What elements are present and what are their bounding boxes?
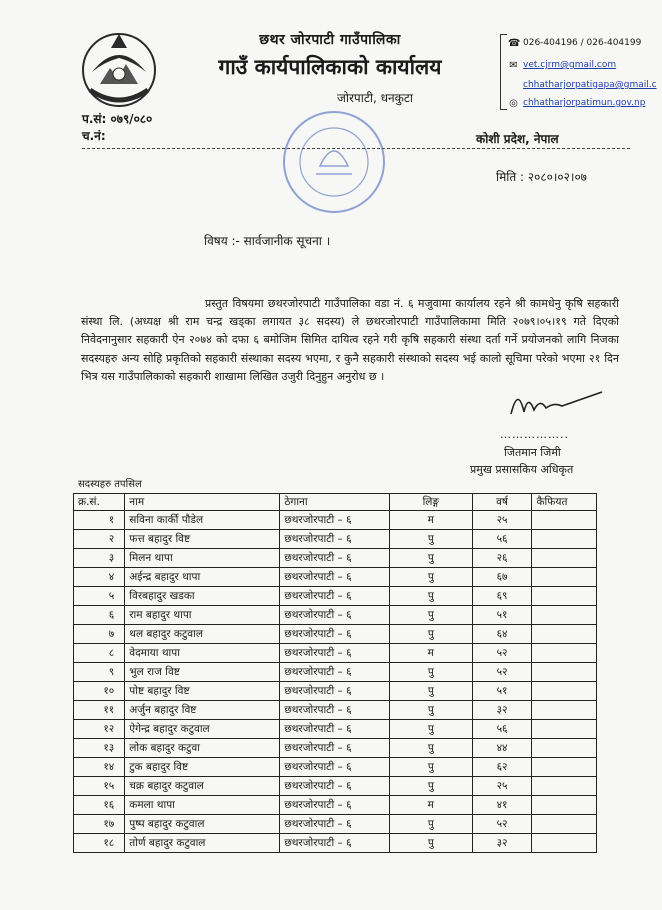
contact-bracket: [500, 34, 507, 110]
cell-name: राम बहादुर थापा: [125, 606, 280, 625]
cell-remarks: [532, 720, 597, 739]
header-divider: [82, 148, 630, 149]
cell-sn: ३: [74, 549, 125, 568]
cell-address: छथरजोरपाटी – ६: [280, 663, 390, 682]
cell-gender: पु: [390, 739, 473, 758]
cell-remarks: [532, 796, 597, 815]
cell-name: ऐगेन्द्र बहादुर कटुवाल: [125, 720, 280, 739]
cell-address: छथरजोरपाटी – ६: [280, 625, 390, 644]
cell-sn: १७: [74, 815, 125, 834]
table-row: [74, 663, 597, 682]
table-row: [74, 834, 597, 853]
cell-remarks: [532, 739, 597, 758]
phone-number: 026-404196 / 026-404199: [523, 38, 642, 48]
cell-sn: १२: [74, 720, 125, 739]
cell-address: छथरजोरपाटी – ६: [280, 720, 390, 739]
signature-line: ……………..: [500, 428, 569, 441]
header-sn: क्र.सं.: [74, 494, 125, 511]
cell-gender: म: [390, 511, 473, 530]
cell-name: लोक बहादुर कटुवा: [125, 739, 280, 758]
ref-number: प.सं: ०७९/०८०: [82, 112, 153, 126]
cell-sn: ९: [74, 663, 125, 682]
reference-block: [82, 111, 152, 145]
cell-remarks: [532, 606, 597, 625]
table-row: [74, 530, 597, 549]
cell-sn: १६: [74, 796, 125, 815]
table-caption: सदस्यहरु तपसिल: [78, 479, 142, 490]
table-row: [74, 511, 597, 530]
cell-address: छथरजोरपाटी – ६: [280, 701, 390, 720]
cell-address: छथरजोरपाटी – ६: [280, 568, 390, 587]
email-icon: ✉: [509, 59, 518, 71]
table-row: [74, 625, 597, 644]
cell-age: ५१: [472, 606, 532, 625]
cell-address: छथरजोरपाटी – ६: [280, 739, 390, 758]
cell-age: ५२: [472, 644, 532, 663]
cell-sn: १८: [74, 834, 125, 853]
letter-body: प्रस्तुत विषयमा छथरजोरपाटी गाउँपालिका वडा नं. ६ मजुवामा कार्यालय रहने श्री कामधेनु कृषि सहकारी संस्था लि. (अध्यक्ष श्री राम चन्द्र खड्का लगायत ३८ सदस्य) ले छथरजोरपाटी गाउँपालिकामा मिति २०७९।०५।१९ गते दिएको निवेदनानुसार सहकारी ऐन २०७४ को दफा ६ बमोजिम सिमित दायित्व रहने गरी कृषि सहकारी संस्था दर्ता गर्ने प्रयोजनको लागि निजका सदस्यहरु अन्य सोहि प्रकृतिको सहकारी संस्थाका सदस्य भएमा, र कुनै सहकारी संस्थाको सदस्य भई कालो सूचिमा परेको भएमा २१ दिन भित्र यस गाउँपालिकाको सहकारी शाखामा लिखित उजुरी दिनुहुन अनुरोध छ ।: [81, 297, 619, 383]
cell-remarks: [532, 663, 597, 682]
cell-age: ६२: [472, 758, 532, 777]
signatory-title: प्रमुख प्रसासकिय अधिकृत: [470, 463, 574, 476]
cell-remarks: [532, 549, 597, 568]
cell-gender: म: [390, 796, 473, 815]
signature-mark: [506, 384, 606, 424]
cell-gender: पु: [390, 625, 473, 644]
cell-gender: म: [390, 644, 473, 663]
cell-sn: २: [74, 530, 125, 549]
cell-remarks: [532, 758, 597, 777]
cell-gender: पु: [390, 568, 473, 587]
cell-sn: १५: [74, 777, 125, 796]
cell-age: ६७: [472, 568, 532, 587]
cell-age: ५२: [472, 815, 532, 834]
province-label: कोशी प्रदेश, नेपाल: [476, 132, 559, 146]
email-link-2[interactable]: chhatharjorpatigapa@gmail.c: [523, 80, 657, 90]
cell-remarks: [532, 625, 597, 644]
cell-gender: पु: [390, 834, 473, 853]
cell-age: २६: [472, 549, 532, 568]
table-row: [74, 682, 597, 701]
cell-name: चक्र बहादुर कटुवाल: [125, 777, 280, 796]
office-seal-stamp: [280, 108, 388, 216]
cell-age: ५२: [472, 663, 532, 682]
cell-gender: पु: [390, 549, 473, 568]
letter-date: मिति : २०८०।०२।०७: [496, 170, 587, 184]
cell-sn: ८: [74, 644, 125, 663]
dispatch-number: च.नं:: [82, 129, 106, 143]
cell-name: अर्जुन बहादुर विष्ट: [125, 701, 280, 720]
cell-address: छथरजोरपाटी – ६: [280, 815, 390, 834]
cell-age: ४४: [472, 739, 532, 758]
contact-block: [508, 36, 658, 110]
cell-name: वेदमाया थापा: [125, 644, 280, 663]
members-table: [73, 493, 597, 853]
cell-address: छथरजोरपाटी – ६: [280, 606, 390, 625]
cell-address: छथरजोरपाटी – ६: [280, 796, 390, 815]
cell-address: छथरजोरपाटी – ६: [280, 530, 390, 549]
cell-age: २५: [472, 777, 532, 796]
cell-sn: ११: [74, 701, 125, 720]
cell-sn: १४: [74, 758, 125, 777]
email-link-1[interactable]: vet.cjrm@gmail.com: [523, 60, 617, 70]
table-row: [74, 587, 597, 606]
cell-name: थल बहादुर कटुवाल: [125, 625, 280, 644]
header-age: वर्ष: [472, 494, 532, 511]
cell-sn: ६: [74, 606, 125, 625]
website-link[interactable]: chhatharjorpatimun.gov.np: [523, 98, 646, 108]
cell-address: छथरजोरपाटी – ६: [280, 834, 390, 853]
table-row: [74, 777, 597, 796]
table-row: [74, 549, 597, 568]
cell-age: ६४: [472, 625, 532, 644]
cell-age: ३२: [472, 701, 532, 720]
globe-icon: ◎: [509, 97, 518, 109]
cell-name: फत्त बहादुर विष्ट: [125, 530, 280, 549]
table-row: [74, 606, 597, 625]
cell-gender: पु: [390, 720, 473, 739]
office-header: [160, 30, 500, 106]
nepal-emblem-icon: [78, 28, 160, 110]
table-row: [74, 815, 597, 834]
cell-remarks: [532, 511, 597, 530]
header-remarks: कैफियत: [532, 494, 597, 511]
cell-name: विरबहादुर खडका: [125, 587, 280, 606]
cell-remarks: [532, 587, 597, 606]
table-header-row: [74, 494, 597, 511]
cell-address: छथरजोरपाटी – ६: [280, 644, 390, 663]
municipality-name: छथर जोरपाटी गाउँपालिका: [259, 32, 401, 48]
cell-gender: पु: [390, 701, 473, 720]
cell-address: छथरजोरपाटी – ६: [280, 587, 390, 606]
cell-address: छथरजोरपाटी – ६: [280, 682, 390, 701]
email-icon-2: [508, 80, 519, 91]
cell-remarks: [532, 777, 597, 796]
office-address: जोरपाटी, धनकुटा: [336, 91, 414, 105]
cell-gender: पु: [390, 663, 473, 682]
header-gender: लिङ्ग: [390, 494, 473, 511]
table-row: [74, 568, 597, 587]
cell-name: तोर्ण बहादुर कटुवाल: [125, 834, 280, 853]
cell-age: ५६: [472, 530, 532, 549]
table-row: [74, 758, 597, 777]
phone-icon: ☎: [508, 37, 521, 49]
cell-name: सविना कार्की पौडेल: [125, 511, 280, 530]
cell-address: छथरजोरपाटी – ६: [280, 511, 390, 530]
cell-gender: पु: [390, 587, 473, 606]
cell-name: टुक बहादुर विष्ट: [125, 758, 280, 777]
signatory-name: जितमान जिमी: [504, 446, 561, 459]
cell-name: पुष्प बहादुर कटुवाल: [125, 815, 280, 834]
cell-gender: पु: [390, 777, 473, 796]
cell-remarks: [532, 530, 597, 549]
cell-remarks: [532, 701, 597, 720]
cell-name: मिलन थापा: [125, 549, 280, 568]
table-row: [74, 739, 597, 758]
cell-age: २५: [472, 511, 532, 530]
cell-name: पोष्ट बहादुर विष्ट: [125, 682, 280, 701]
cell-age: ३२: [472, 834, 532, 853]
letter-subject: विषय :- सार्वजानीक सूचना ।: [204, 234, 331, 248]
table-row: [74, 644, 597, 663]
cell-remarks: [532, 644, 597, 663]
cell-address: छथरजोरपाटी – ६: [280, 549, 390, 568]
cell-age: ४१: [472, 796, 532, 815]
cell-gender: पु: [390, 758, 473, 777]
table-row: [74, 720, 597, 739]
cell-address: छथरजोरपाटी – ६: [280, 777, 390, 796]
cell-gender: पु: [390, 815, 473, 834]
cell-age: ५६: [472, 720, 532, 739]
cell-gender: पु: [390, 530, 473, 549]
cell-sn: ७: [74, 625, 125, 644]
cell-sn: १०: [74, 682, 125, 701]
cell-age: ६९: [472, 587, 532, 606]
cell-remarks: [532, 834, 597, 853]
cell-remarks: [532, 568, 597, 587]
cell-name: भुल राज विष्ट: [125, 663, 280, 682]
cell-sn: ५: [74, 587, 125, 606]
cell-sn: १३: [74, 739, 125, 758]
cell-address: छथरजोरपाटी – ६: [280, 758, 390, 777]
cell-remarks: [532, 815, 597, 834]
cell-age: ५१: [472, 682, 532, 701]
cell-gender: पु: [390, 682, 473, 701]
table-row: [74, 701, 597, 720]
cell-gender: पु: [390, 606, 473, 625]
header-address: ठेगाना: [280, 494, 390, 511]
cell-sn: ४: [74, 568, 125, 587]
cell-remarks: [532, 682, 597, 701]
table-row: [74, 796, 597, 815]
office-name: गाउँ कार्यपालिकाको कार्यालय: [218, 55, 442, 79]
cell-sn: १: [74, 511, 125, 530]
cell-name: अईन्द्र बहादुर थापा: [125, 568, 280, 587]
cell-name: कमला थापा: [125, 796, 280, 815]
header-name: नाम: [125, 494, 280, 511]
